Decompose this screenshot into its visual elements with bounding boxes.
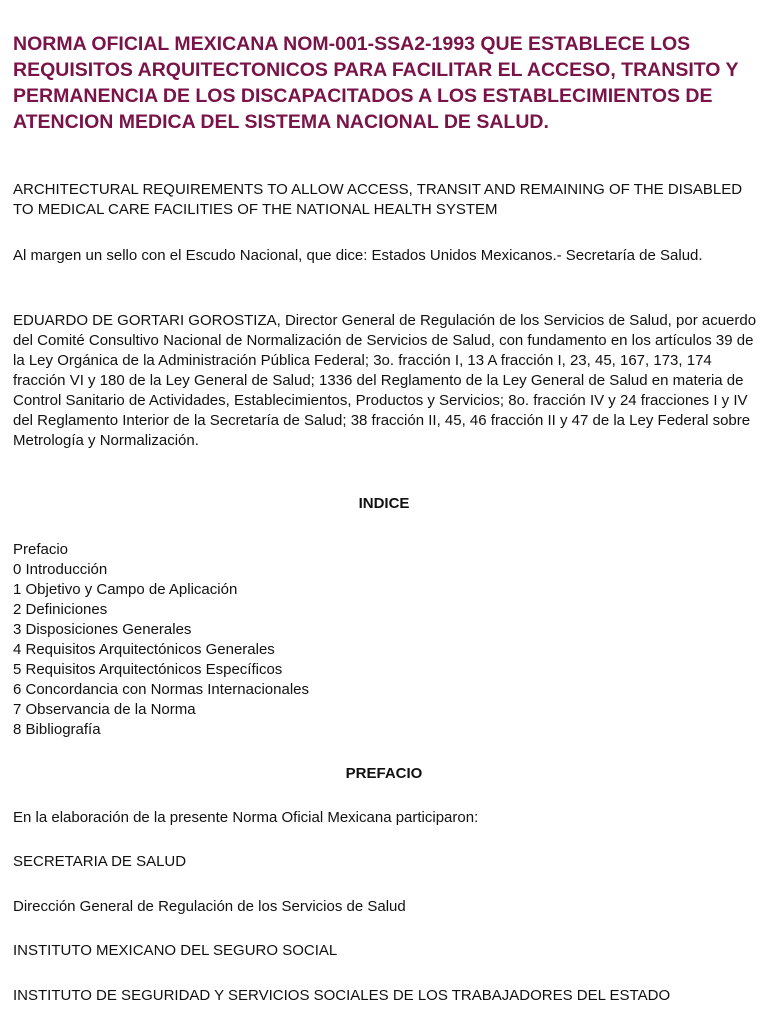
preface-intro: En la elaboración de la presente Norma Oficial Mexicana participaron: [13,809,479,826]
participant-direccion-general: Dirección General de Regulación de los Servicios de Salud [13,898,406,915]
index-item-observancia: 7 Observancia de la Norma [13,701,196,718]
index-item-requisitos-generales: 4 Requisitos Arquitectónicos Generales [13,641,275,658]
index-item-requisitos-especificos: 5 Requisitos Arquitectónicos Específicos [13,661,283,678]
participant-issste: INSTITUTO DE SEGURIDAD Y SERVICIOS SOCIALES DE LOS TRABAJADORES DEL ESTADO [13,987,671,1004]
participant-imss: INSTITUTO MEXICANO DEL SEGURO SOCIAL [13,942,338,959]
seal-paragraph: Al margen un sello con el Escudo Nacional, que dice: Estados Unidos Mexicanos.- Secretaría de Salud. [13,247,703,264]
index-item-definiciones: 2 Definiciones [13,601,108,618]
index-item-bibliografia: 8 Bibliografía [13,721,101,738]
index-item-introduccion: 0 Introducción [13,561,108,578]
participant-secretaria-salud: SECRETARIA DE SALUD [13,853,187,870]
preamble-paragraph: EDUARDO DE GORTARI GOROSTIZA, Director General de Regulación de los Servicios de Salud, por acuerdo del Comité Consultivo Nacional de Normalización de Servicios de Salud, con fundamento en los artículos 39 de la Ley Orgánica de la Administración Pública Federal; 3o. fracción I, 13 A fracción I, 23, 45, 167, 173, 174 fracción VI y 180 de la Ley General de Salud; 1336 del Reglamento de la Ley General de Salud en materia de Control Sanitario de Actividades, Establecimientos, Productos y Servicios; 8o. fracción IV y 24 fracciones I y IV del Reglamento Interior de la Secretaría de Salud; 38 fracción II, 45, 46 fracción II y 47 de la Ley Federal sobre Metrología y Normalización. [13,312,757,449]
index-item-concordancia: 6 Concordancia con Normas Internacionales [13,681,309,698]
index-item-prefacio: Prefacio [13,541,69,558]
index-list [13,540,758,740]
preface-heading: PREFACIO [345,765,423,782]
document-title: NORMA OFICIAL MEXICANA NOM-001-SSA2-1993 QUE ESTABLECE LOS REQUISITOS ARQUITECTONICOS PARA FACILITAR EL ACCESO, TRANSITO Y PERMANENCIA DE LOS DISCAPACITADOS A LOS ESTABLECIMIENTOS DE ATENCION MEDICA DEL SISTEMA NACIONAL DE SALUD. [13,33,739,133]
index-heading: INDICE [358,495,410,512]
index-item-disposiciones: 3 Disposiciones Generales [13,621,192,638]
index-item-objetivo: 1 Objetivo y Campo de Aplicación [13,581,238,598]
english-title: ARCHITECTURAL REQUIREMENTS TO ALLOW ACCESS, TRANSIT AND REMAINING OF THE DISABLED TO MEDICAL CARE FACILITIES OF THE NATIONAL HEALTH SYSTEM [13,181,743,218]
